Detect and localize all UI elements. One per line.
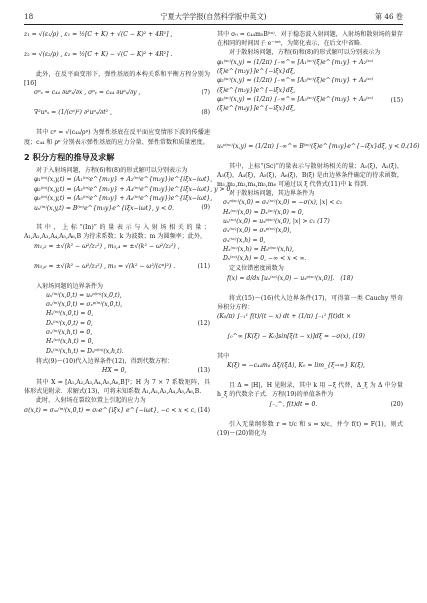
equation-7: σᵖₓ = c₄₄ ∂uᵖₓ/∂x , σᵖᵧ = c₄₄ ∂uᵖₓ/∂y , (7) [34, 89, 210, 97]
paragraph: 其中，上标“(Sc)”的量表示与散射场相关的量；A₁(ξ)，A₂(ξ)，A₃(ξ)，A₄(ξ)，A₅(ξ)，A₆(ξ)，B(ξ) 是由边界条件确定的待求函数，m₁,m₂,m₃,m₄,m₅,m₆ 可通过以 ξ 代替式(11)中 k 得到． [217, 162, 403, 189]
journal-name: 宁夏大学学报(自然科学版中英文) [160, 12, 267, 21]
paragraph: 对于散射场问题，方程(6)和(8)的形式解可以分别表示为 [229, 49, 381, 57]
equation-z2: z₂ = √(ε₂/ρ) , ε₂ = ½[C + K) − √(C − K)² + 4R²] . [24, 51, 173, 58]
equation-18: f(x) = d/dx [uₓ⁽ˢᶜ⁾(x,0) − uₓᵖ⁽ˢᶜ⁾(x,0)]． (18) [227, 274, 353, 282]
paragraph: 将式(9)～(10)代入边界条件(12)，得到代数方程： [36, 357, 174, 365]
paragraph: 此外，在反平面变形下，弹性基底的本构关系和平衡方程分别为[16] [24, 71, 210, 88]
paragraph: 对于散射场问题，其边界条件为 [229, 190, 315, 198]
equation-19a: (K₀/π) ∫₋₁¹ f(t)/(t − x) dt + (1/π) ∫₋₁¹ f(t)dt × [217, 313, 352, 321]
paragraph: 入射场问题的边界条件为 [36, 282, 104, 290]
page-number: 18 [24, 12, 34, 21]
paragraph: 其中，上标“(In)”的量表示与入射场相关的量；A₁,A₂,A₃,A₄,A₅,A₆,B 为待求系数；k 为波数；m 为圆频率；此外， [24, 224, 210, 241]
equation-10: m₁,₂ = ±√(k² − ω²/z₁²) , m₃,₄ = ±√(k² − ω²/z₂²) , [34, 242, 180, 250]
paragraph: 其中 σ₀ = c₄₄m₅B⁽ⁱⁿ⁾．对于稳态波入射问题，入射场和散射场的量存在相同的时间因子 e⁻ⁱʷᵗ，为简化表示，在后文中省略． [217, 31, 403, 48]
paragraph: 其中 cᵖ = √(c₄₄/ρᵖ) 为弹性基底在反平面应变情形下波的传播速度；c₄₄ 和 ρᵖ 分别表示弹性基底的应力分量、弹性常数和质量密度。 [24, 129, 210, 146]
paragraph: 其中 [217, 353, 230, 361]
equation-kernel: K(ξ) = −c₄₄m₆ Δξ/(ξΔ), K₀ = lim_{ξ→∞} K(ξ), [227, 362, 365, 370]
equation-16: uₓᵖ⁽ˢᶜ⁾(x,y) = (1/2π) ∫₋∞^∞ B⁽ˢᶜ⁾(ξ)e^{m₅y}e^{−iξx}dξ, y < 0.(16) [217, 142, 420, 150]
paragraph: 定义位错密度函数为 [229, 265, 284, 273]
equation-13: HX = 0, (13) [102, 367, 210, 375]
equation-14: σ(x,t) = σₓₓ⁽ⁱⁿ⁾(x,0,t) = σ₀e^{iξx} e^{−iωt}, −c < x < c, (14) [24, 406, 210, 414]
equation-8: ∇²uᵖₓ = (1/(cᵖ)²) ∂²uᵖₓ/∂t² , (8) [34, 109, 210, 117]
paragraph: 其中 X = [A₁,A₂,A₃,A₄,A₅,A₆,B]ᵀ；H 为 7 × 7 系数矩阵，具体形式见附录．求解式(13)，可将未知系数 A₁,A₂,A₃,A₄,A₅,A₆,B. [24, 379, 210, 396]
equation-15: φ₁⁽ˢᶜ⁾(x,y) = (1/2π) ∫₋∞^∞ [A₁⁽ˢᶜ⁾(ξ)e^{m₁y} + A₂⁽ˢᶜ⁾(ξ)e^{m₂y}]e^{−iξx}dξ, φ₂⁽ˢᶜ⁾(x,y) = (1/2π) ∫₋∞^∞ [A₃⁽ˢᶜ⁾(ξ)e^{m₁y} + A₄⁽ˢᶜ⁾(ξ)e^{m₂y}]e^{−iξx}dξ, φ₃⁽ˢᶜ⁾(x,y) = (1/2π) ∫₋∞^∞ [A₅⁽ˢᶜ⁾(ξ)e^{m₃y} + A₆⁽ˢᶜ⁾(ξ)e^{m₄y}]e^{−iξx}dξ, (15) [217, 58, 403, 113]
running-header [24, 10, 403, 25]
equation-11: m₅,₆ = ±√(k² − ω²/z₃²) , m₅ = √(k² − ω²/(cᵖ)²) . (11) [34, 262, 210, 270]
section-heading: 2 积分方程的推导及求解 [24, 151, 115, 162]
paragraph: 对于入射场问题，方程(6)和(8)的形式解可以分别表示为 [36, 167, 188, 175]
paragraph: 此时，入射场在裂纹位置上引起的应力为 [36, 397, 146, 405]
left-column [24, 30, 233, 418]
paragraph: 将式(15)～(16)代入边界条件(17)，可得第一类 Cauchy 型奇异积分方程： [217, 294, 403, 311]
equation-z1: z₁ = √(ε₁/ρ) , ε₁ = ½[C + K) + √(C − K)² + 4R²] , [24, 31, 173, 38]
equation-12: uₓ⁽ⁱⁿ⁾(x,0,t) = uₓᵖ⁽ⁱⁿ⁾(x,0,t), σₓ⁽ⁱⁿ⁾(x,0,t) = σₓᵖ⁽ⁱⁿ⁾(x,0,t), Hₛ⁽ⁱⁿ⁾(x,0,t) = 0, Dₛ⁽ⁱⁿ⁾(x,0,t) = 0, σₓ⁽ⁱⁿ⁾(x,h,t) = 0, Hₓ⁽ⁱⁿ⁾(x,h,t) = 0, Dₓ⁽ⁱⁿ⁾(x,h,t) = Dₓᵖ⁽ⁱⁿ⁾(x,h,t). (12) [46, 291, 210, 355]
volume-label: 第 46 卷 [374, 12, 403, 21]
equation-19b: ∫₀^∞ [K(ξ) − K₀]sin[ξ(t − x)]dξ = −σ(x), (19) [227, 333, 365, 341]
right-column [217, 30, 420, 438]
paragraph: 且 Δ = |H|，H 见附录，其中 k 用 −ξ 代替，Δ_ξ 为 Δ 中分量 h_ξ 的代数余子式．方程(19)的单值条件为 [217, 382, 403, 399]
equation-20: ∫₋꜀^꜀ f(t)dt = 0. (20) [269, 400, 403, 408]
equation-9: φ₁⁽ⁱⁿ⁾(x,y,t) = (A₁⁽ⁱⁿ⁾e^{m₁y} + A₂⁽ⁱⁿ⁾e^{m₂y})e^{iξx−iωt}, φ₂⁽ⁱⁿ⁾(x,y,t) = (A₃⁽ⁱⁿ⁾e^{m₁y} + A₄⁽ⁱⁿ⁾e^{m₂y})e^{iξx−iωt}, y > 0, φ₃⁽ⁱⁿ⁾(x,y,t) = (A₅⁽ⁱⁿ⁾e^{m₃y} + A₆⁽ⁱⁿ⁾e^{m₄y})e^{iξx−iωt}, uₓ⁽ⁱⁿ⁾(x,y,t) = B⁽ⁱⁿ⁾e^{m₅y}e^{iξx−iωt}, y < 0. (9) [34, 176, 233, 212]
paragraph: 引入无量纲参数 r = t/c 和 s = x/c，并令 f(t) = F(1)，则式(19)～(20)简化为 [217, 420, 403, 437]
equation-17: σₓᵖ⁽ˢᶜ⁾(x,0) = σₓ⁽ˢᶜ⁾(x,0) = −σ(x), |x| < c₁ Hₓ⁽ˢᶜ⁾(x,0) = Dₓ⁽ˢᶜ⁾(x,0) = 0, uₓ⁽ˢᶜ⁾(x,0) = uₓᵖ⁽ˢᶜ⁾(x,0), |x| > c₁ (17) σₓ⁽ˢᶜ⁾(x,0) = σₓᵖ⁽ˢᶜ⁾(x,0), σₓ⁽ˢᶜ⁾(x,h) = 0, Hₓ⁽ˢᶜ⁾(x,h) = Hₓᵖ⁽ˢᶜ⁾(x,h), Dₓ⁽ˢᶜ⁾(x,h) = 0, −∞ < x < ∞. [223, 199, 343, 263]
